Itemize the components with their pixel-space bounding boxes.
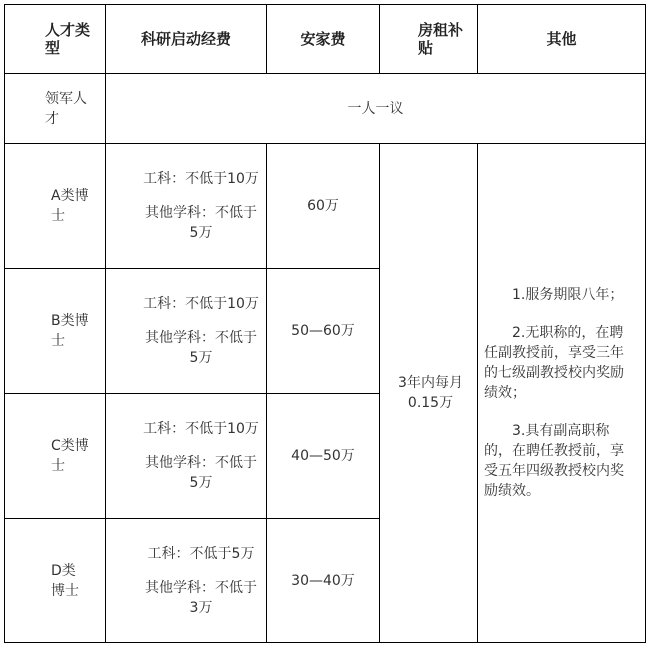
settlement-fee-text: 60万 [307,198,339,214]
header-rent-subsidy [380,5,478,74]
talent-type-text: A类博士 [51,188,89,224]
header-talent-type-text: 人才类型 [45,21,91,57]
funding-other-disciplines: 其他学科：不低于5万 [145,205,257,241]
other-item-no-title: 2.无职称的，在聘任副教授前，享受三年的七级副教授校内奖励绩效； [484,325,624,401]
talent-policy-table [4,4,646,643]
talent-type-text: 领军人才 [45,90,87,127]
header-row [5,5,646,74]
header-settlement-fee [267,5,380,74]
talent-type-cell [5,144,106,269]
research-funding-cell [106,144,267,269]
settlement-fee-text: 30—40万 [291,572,355,589]
table-row [5,74,646,144]
talent-type-text: C类博士 [51,438,89,474]
research-funding-cell [106,269,267,394]
header-other-text: 其他 [546,30,577,48]
talent-type-cell [5,74,106,144]
negotiable-text: 一人一议 [347,100,404,117]
header-other [478,5,646,74]
header-research-funding [106,5,267,74]
funding-other-disciplines: 其他学科：不低于5万 [145,330,257,366]
header-talent-type [5,5,106,74]
other-item-associate-senior: 3.具有副高职称的，在聘任教授前，享受五年四级教授校内奖励绩效。 [484,423,624,499]
header-settlement-fee-text: 安家费 [300,30,346,48]
talent-type-cell [5,519,106,643]
settlement-fee-text: 50—60万 [291,323,355,339]
talent-type-text: B类博士 [51,313,89,349]
funding-other-disciplines: 其他学科：不低于5万 [145,455,257,491]
funding-engineering: 工科：不低于10万 [143,296,259,312]
rent-subsidy-cell [380,144,478,643]
negotiable-cell [106,74,646,144]
other-benefits-cell [478,144,646,643]
rent-subsidy-text: 3年内每月0.15万 [398,375,463,411]
settlement-fee-text: 40—50万 [291,448,355,464]
header-research-funding-text: 科研启动经费 [140,30,231,48]
settlement-fee-cell [267,144,380,269]
funding-engineering: 工科：不低于10万 [143,421,259,437]
talent-type-cell [5,394,106,519]
other-item-service-period: 1.服务期限八年； [512,287,624,303]
research-funding-cell [106,394,267,519]
settlement-fee-cell [267,394,380,519]
settlement-fee-cell [267,519,380,643]
funding-engineering: 工科：不低于5万 [147,545,255,562]
table-row [5,144,646,269]
funding-other-disciplines: 其他学科：不低于3万 [145,579,257,616]
funding-engineering: 工科：不低于10万 [143,171,259,187]
settlement-fee-cell [267,269,380,394]
talent-type-text: D类博士 [51,562,79,599]
talent-type-cell [5,269,106,394]
header-rent-subsidy-text: 房租补贴 [418,21,464,57]
research-funding-cell [106,519,267,643]
